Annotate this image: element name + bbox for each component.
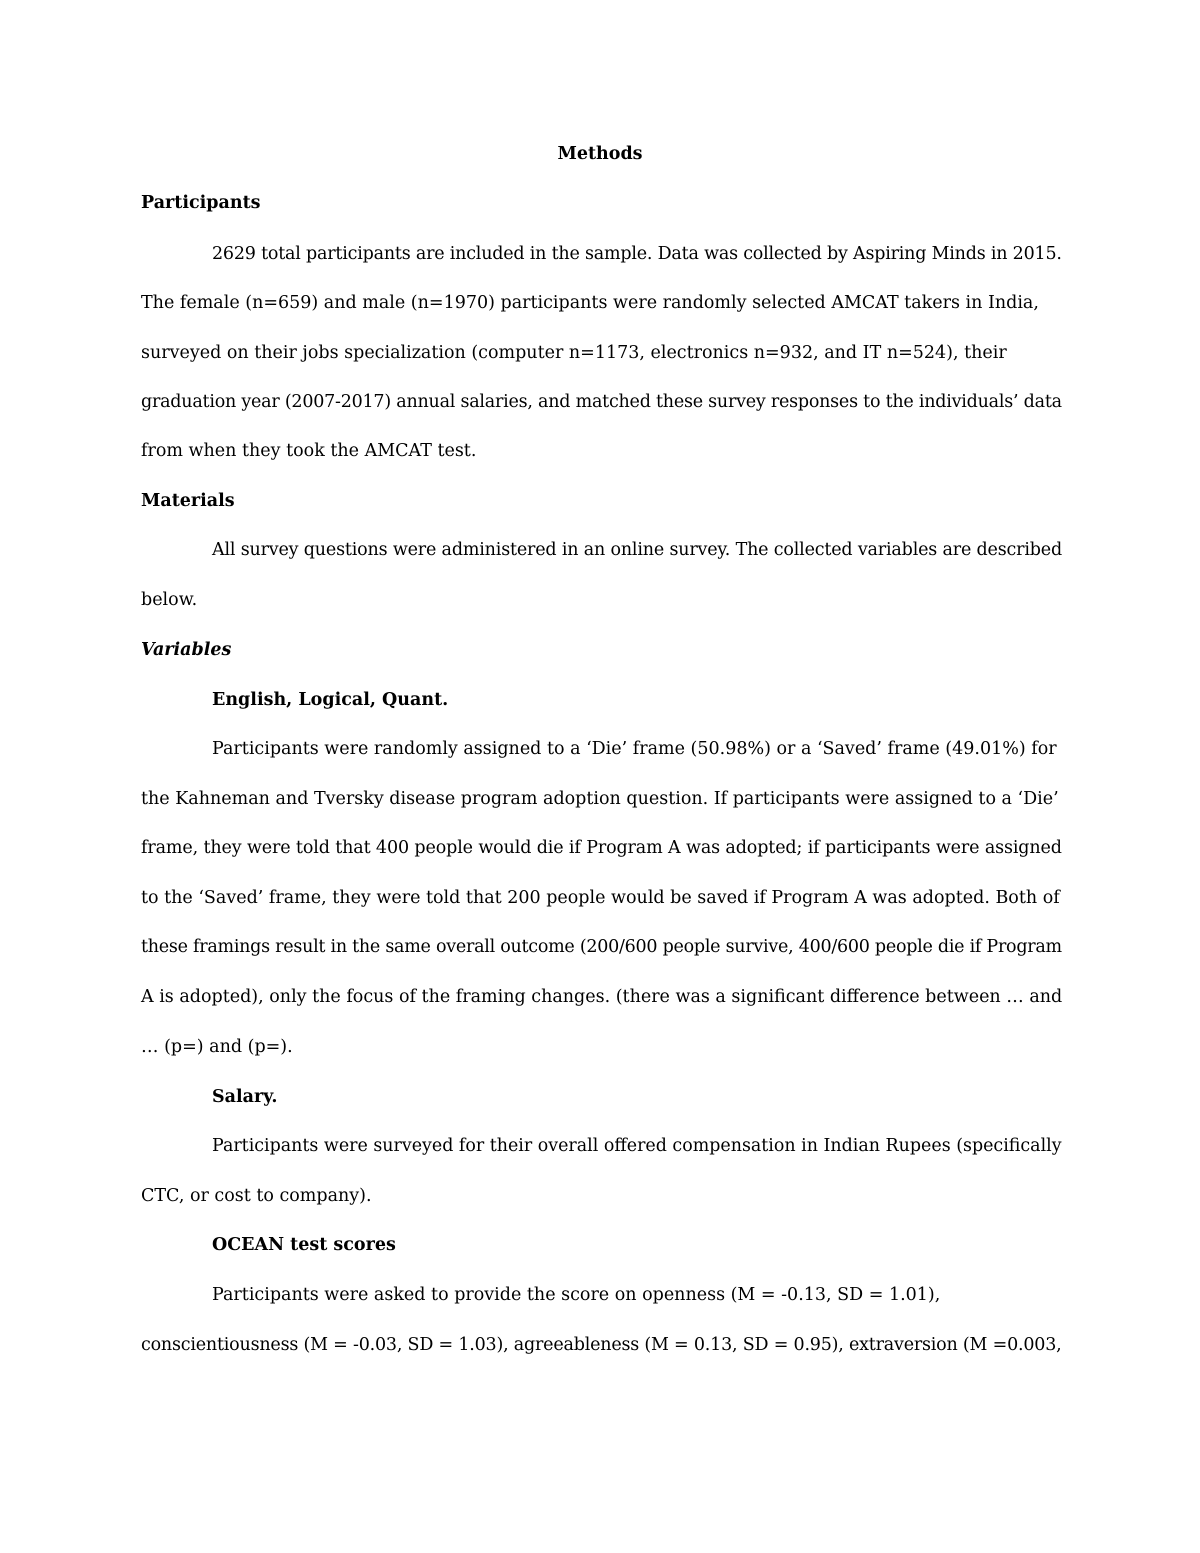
materials-line: All survey questions were administered in an online survey. The collected variables are described — [212, 540, 1063, 560]
participants-line: 2629 total participants are included in the sample. Data was collected by Aspiring Minds in 2015. — [212, 244, 1062, 264]
english-logical-quant-heading: English, Logical, Quant. — [212, 690, 449, 710]
materials-line: below. — [141, 590, 198, 610]
salary-line: Participants were surveyed for their overall offered compensation in Indian Rupees (specifically — [212, 1136, 1062, 1156]
salary-heading: Salary. — [212, 1087, 278, 1107]
participants-line: surveyed on their jobs specialization (computer n=1173, electronics n=932, and IT n=524), their — [141, 343, 1007, 363]
participants-heading: Participants — [141, 193, 261, 213]
participants-line: graduation year (2007-2017) annual salaries, and matched these survey responses to the individuals’ data — [141, 392, 1062, 412]
english-line: the Kahneman and Tversky disease program adoption question. If participants were assigned to a ‘Die’ — [141, 789, 1059, 809]
salary-line: CTC, or cost to company). — [141, 1186, 372, 1206]
materials-heading: Materials — [141, 491, 235, 511]
english-line: these framings result in the same overall outcome (200/600 people survive, 400/600 people die if Program — [141, 937, 1062, 957]
section-title: Methods — [557, 144, 643, 164]
english-line: frame, they were told that 400 people would die if Program A was adopted; if participants were assigned — [141, 838, 1062, 858]
english-line: A is adopted), only the focus of the framing changes. (there was a significant difference between … and — [141, 987, 1063, 1007]
ocean-heading: OCEAN test scores — [212, 1235, 396, 1255]
english-line: … (p=) and (p=). — [141, 1037, 293, 1057]
ocean-line: Participants were asked to provide the score on openness (M = -0.13, SD = 1.01), — [212, 1285, 941, 1305]
ocean-line: conscientiousness (M = -0.03, SD = 1.03), agreeableness (M = 0.13, SD = 0.95), extraversion (M =0.003, — [141, 1335, 1062, 1355]
participants-line: from when they took the AMCAT test. — [141, 441, 477, 461]
participants-line: The female (n=659) and male (n=1970) participants were randomly selected AMCAT takers in India, — [141, 293, 1039, 313]
variables-heading: Variables — [141, 640, 232, 660]
english-line: to the ‘Saved’ frame, they were told that 200 people would be saved if Program A was adopted. Both of — [141, 888, 1060, 908]
english-line: Participants were randomly assigned to a ‘Die’ frame (50.98%) or a ‘Saved’ frame (49.01%) for — [212, 739, 1057, 759]
